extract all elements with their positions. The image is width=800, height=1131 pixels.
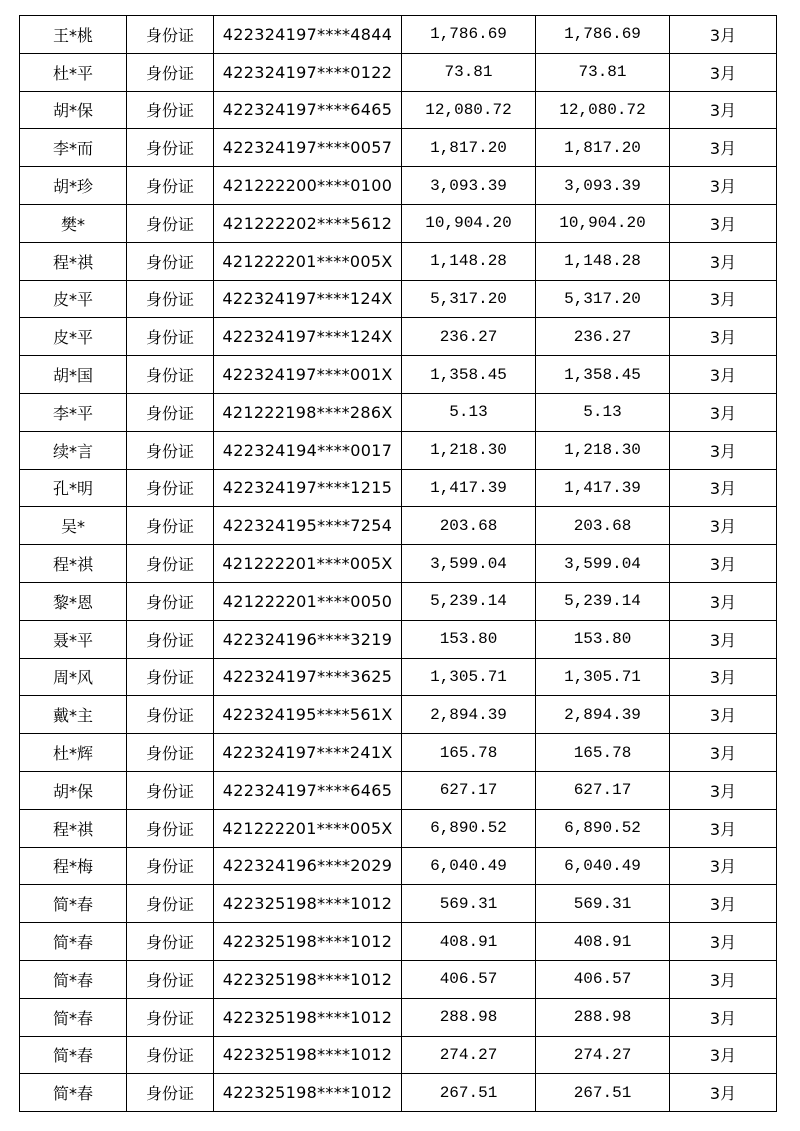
id-type-cell: 身份证	[127, 582, 214, 620]
table-row	[20, 129, 777, 167]
id-type-cell: 身份证	[127, 242, 214, 280]
amount-cell-2: 236.27	[536, 318, 670, 356]
table-row	[20, 204, 777, 242]
id-number-cell: 422324197****1215	[214, 469, 402, 507]
amount-cell: 1,417.39	[402, 469, 536, 507]
amount-cell: 1,148.28	[402, 242, 536, 280]
month-cell: 3月	[670, 960, 777, 998]
amount-cell: 73.81	[402, 53, 536, 91]
amount-cell: 236.27	[402, 318, 536, 356]
table-row	[20, 356, 777, 394]
table-row	[20, 393, 777, 431]
table-row	[20, 16, 777, 54]
name-cell: 吴*	[20, 507, 127, 545]
id-number-cell: 422324197****0122	[214, 53, 402, 91]
table-row	[20, 469, 777, 507]
table-row	[20, 923, 777, 961]
amount-cell-2: 2,894.39	[536, 696, 670, 734]
amount-cell: 5.13	[402, 393, 536, 431]
amount-cell-2: 5,239.14	[536, 582, 670, 620]
amount-cell: 1,786.69	[402, 16, 536, 54]
table-row	[20, 545, 777, 583]
id-number-cell: 422325198****1012	[214, 1036, 402, 1074]
name-cell: 简*春	[20, 885, 127, 923]
amount-cell: 288.98	[402, 998, 536, 1036]
month-cell: 3月	[670, 620, 777, 658]
id-type-cell: 身份证	[127, 734, 214, 772]
name-cell: 孔*明	[20, 469, 127, 507]
amount-cell: 203.68	[402, 507, 536, 545]
amount-cell-2: 1,358.45	[536, 356, 670, 394]
id-number-cell: 421222201****005X	[214, 545, 402, 583]
name-cell: 皮*平	[20, 280, 127, 318]
id-type-cell: 身份证	[127, 356, 214, 394]
name-cell: 樊*	[20, 204, 127, 242]
month-cell: 3月	[670, 356, 777, 394]
name-cell: 李*平	[20, 393, 127, 431]
amount-cell-2: 1,218.30	[536, 431, 670, 469]
id-type-cell: 身份证	[127, 469, 214, 507]
amount-cell-2: 6,040.49	[536, 847, 670, 885]
month-cell: 3月	[670, 91, 777, 129]
table-row	[20, 885, 777, 923]
id-number-cell: 422324196****2029	[214, 847, 402, 885]
amount-cell: 12,080.72	[402, 91, 536, 129]
amount-cell-2: 5,317.20	[536, 280, 670, 318]
name-cell: 程*梅	[20, 847, 127, 885]
amount-cell-2: 627.17	[536, 771, 670, 809]
id-number-cell: 422324197****001X	[214, 356, 402, 394]
table-row	[20, 734, 777, 772]
id-number-cell: 422324195****7254	[214, 507, 402, 545]
id-number-cell: 422324196****3219	[214, 620, 402, 658]
id-number-cell: 422324197****4844	[214, 16, 402, 54]
name-cell: 程*祺	[20, 242, 127, 280]
name-cell: 杜*平	[20, 53, 127, 91]
id-type-cell: 身份证	[127, 53, 214, 91]
id-type-cell: 身份证	[127, 16, 214, 54]
amount-cell-2: 73.81	[536, 53, 670, 91]
name-cell: 聂*平	[20, 620, 127, 658]
id-type-cell: 身份证	[127, 1036, 214, 1074]
month-cell: 3月	[670, 809, 777, 847]
amount-cell-2: 165.78	[536, 734, 670, 772]
id-number-cell: 422324195****561X	[214, 696, 402, 734]
table-row	[20, 809, 777, 847]
month-cell: 3月	[670, 998, 777, 1036]
name-cell: 杜*辉	[20, 734, 127, 772]
table-row	[20, 507, 777, 545]
id-type-cell: 身份证	[127, 545, 214, 583]
name-cell: 简*春	[20, 1036, 127, 1074]
id-type-cell: 身份证	[127, 923, 214, 961]
amount-cell: 6,040.49	[402, 847, 536, 885]
month-cell: 3月	[670, 280, 777, 318]
month-cell: 3月	[670, 16, 777, 54]
table-row	[20, 167, 777, 205]
month-cell: 3月	[670, 204, 777, 242]
id-number-cell: 422324197****6465	[214, 91, 402, 129]
month-cell: 3月	[670, 1036, 777, 1074]
amount-cell-2: 267.51	[536, 1074, 670, 1112]
id-type-cell: 身份证	[127, 771, 214, 809]
name-cell: 戴*主	[20, 696, 127, 734]
amount-cell-2: 1,305.71	[536, 658, 670, 696]
amount-cell: 10,904.20	[402, 204, 536, 242]
id-number-cell: 422325198****1012	[214, 885, 402, 923]
month-cell: 3月	[670, 545, 777, 583]
id-type-cell: 身份证	[127, 393, 214, 431]
amount-cell: 627.17	[402, 771, 536, 809]
amount-cell-2: 274.27	[536, 1036, 670, 1074]
month-cell: 3月	[670, 469, 777, 507]
id-type-cell: 身份证	[127, 318, 214, 356]
name-cell: 胡*保	[20, 771, 127, 809]
id-type-cell: 身份证	[127, 809, 214, 847]
amount-cell: 1,358.45	[402, 356, 536, 394]
id-type-cell: 身份证	[127, 998, 214, 1036]
id-number-cell: 422324197****3625	[214, 658, 402, 696]
table-row	[20, 318, 777, 356]
id-type-cell: 身份证	[127, 507, 214, 545]
id-number-cell: 422325198****1012	[214, 1074, 402, 1112]
amount-cell-2: 1,417.39	[536, 469, 670, 507]
amount-cell-2: 12,080.72	[536, 91, 670, 129]
id-number-cell: 422324197****241X	[214, 734, 402, 772]
name-cell: 简*春	[20, 960, 127, 998]
name-cell: 皮*平	[20, 318, 127, 356]
table-row	[20, 1074, 777, 1112]
amount-cell-2: 6,890.52	[536, 809, 670, 847]
id-type-cell: 身份证	[127, 960, 214, 998]
amount-cell: 408.91	[402, 923, 536, 961]
month-cell: 3月	[670, 734, 777, 772]
month-cell: 3月	[670, 658, 777, 696]
amount-cell-2: 408.91	[536, 923, 670, 961]
month-cell: 3月	[670, 242, 777, 280]
amount-cell-2: 1,817.20	[536, 129, 670, 167]
amount-cell: 2,894.39	[402, 696, 536, 734]
id-number-cell: 421222198****286X	[214, 393, 402, 431]
amount-cell-2: 203.68	[536, 507, 670, 545]
id-number-cell: 422325198****1012	[214, 960, 402, 998]
id-type-cell: 身份证	[127, 431, 214, 469]
amount-cell-2: 288.98	[536, 998, 670, 1036]
id-type-cell: 身份证	[127, 696, 214, 734]
table-row	[20, 771, 777, 809]
name-cell: 简*春	[20, 998, 127, 1036]
records-table-body	[20, 16, 777, 1112]
amount-cell: 165.78	[402, 734, 536, 772]
id-number-cell: 421222202****5612	[214, 204, 402, 242]
id-number-cell: 421222200****0100	[214, 167, 402, 205]
name-cell: 程*祺	[20, 809, 127, 847]
month-cell: 3月	[670, 923, 777, 961]
amount-cell: 3,599.04	[402, 545, 536, 583]
id-type-cell: 身份证	[127, 129, 214, 167]
id-number-cell: 422324197****6465	[214, 771, 402, 809]
table-row	[20, 582, 777, 620]
month-cell: 3月	[670, 696, 777, 734]
month-cell: 3月	[670, 582, 777, 620]
amount-cell: 153.80	[402, 620, 536, 658]
month-cell: 3月	[670, 507, 777, 545]
id-number-cell: 422324197****0057	[214, 129, 402, 167]
id-number-cell: 422325198****1012	[214, 923, 402, 961]
name-cell: 黎*恩	[20, 582, 127, 620]
id-type-cell: 身份证	[127, 280, 214, 318]
id-number-cell: 422325198****1012	[214, 998, 402, 1036]
name-cell: 续*言	[20, 431, 127, 469]
month-cell: 3月	[670, 885, 777, 923]
amount-cell: 3,093.39	[402, 167, 536, 205]
amount-cell-2: 3,599.04	[536, 545, 670, 583]
id-number-cell: 422324197****124X	[214, 280, 402, 318]
amount-cell: 406.57	[402, 960, 536, 998]
month-cell: 3月	[670, 847, 777, 885]
id-type-cell: 身份证	[127, 1074, 214, 1112]
month-cell: 3月	[670, 393, 777, 431]
name-cell: 简*春	[20, 1074, 127, 1112]
name-cell: 王*桃	[20, 16, 127, 54]
id-number-cell: 421222201****005X	[214, 242, 402, 280]
table-row	[20, 280, 777, 318]
amount-cell: 274.27	[402, 1036, 536, 1074]
id-type-cell: 身份证	[127, 204, 214, 242]
month-cell: 3月	[670, 167, 777, 205]
table-row	[20, 91, 777, 129]
id-number-cell: 421222201****0050	[214, 582, 402, 620]
name-cell: 胡*保	[20, 91, 127, 129]
name-cell: 程*祺	[20, 545, 127, 583]
amount-cell-2: 10,904.20	[536, 204, 670, 242]
name-cell: 胡*国	[20, 356, 127, 394]
table-row	[20, 998, 777, 1036]
amount-cell: 267.51	[402, 1074, 536, 1112]
amount-cell: 6,890.52	[402, 809, 536, 847]
amount-cell: 1,305.71	[402, 658, 536, 696]
month-cell: 3月	[670, 1074, 777, 1112]
amount-cell-2: 1,786.69	[536, 16, 670, 54]
amount-cell: 5,239.14	[402, 582, 536, 620]
amount-cell-2: 153.80	[536, 620, 670, 658]
table-row	[20, 847, 777, 885]
name-cell: 李*而	[20, 129, 127, 167]
id-number-cell: 421222201****005X	[214, 809, 402, 847]
month-cell: 3月	[670, 53, 777, 91]
amount-cell: 1,218.30	[402, 431, 536, 469]
amount-cell: 569.31	[402, 885, 536, 923]
name-cell: 胡*珍	[20, 167, 127, 205]
amount-cell: 5,317.20	[402, 280, 536, 318]
amount-cell: 1,817.20	[402, 129, 536, 167]
id-type-cell: 身份证	[127, 167, 214, 205]
id-number-cell: 422324194****0017	[214, 431, 402, 469]
table-row	[20, 431, 777, 469]
id-type-cell: 身份证	[127, 91, 214, 129]
month-cell: 3月	[670, 771, 777, 809]
table-row	[20, 960, 777, 998]
id-type-cell: 身份证	[127, 847, 214, 885]
amount-cell-2: 5.13	[536, 393, 670, 431]
table-row	[20, 658, 777, 696]
table-row	[20, 1036, 777, 1074]
table-row	[20, 242, 777, 280]
table-row	[20, 620, 777, 658]
month-cell: 3月	[670, 318, 777, 356]
name-cell: 周*风	[20, 658, 127, 696]
id-number-cell: 422324197****124X	[214, 318, 402, 356]
table-row	[20, 53, 777, 91]
amount-cell-2: 406.57	[536, 960, 670, 998]
amount-cell-2: 1,148.28	[536, 242, 670, 280]
amount-cell-2: 569.31	[536, 885, 670, 923]
name-cell: 简*春	[20, 923, 127, 961]
id-type-cell: 身份证	[127, 620, 214, 658]
month-cell: 3月	[670, 129, 777, 167]
records-table	[19, 15, 777, 1112]
id-type-cell: 身份证	[127, 658, 214, 696]
month-cell: 3月	[670, 431, 777, 469]
table-row	[20, 696, 777, 734]
id-type-cell: 身份证	[127, 885, 214, 923]
amount-cell-2: 3,093.39	[536, 167, 670, 205]
